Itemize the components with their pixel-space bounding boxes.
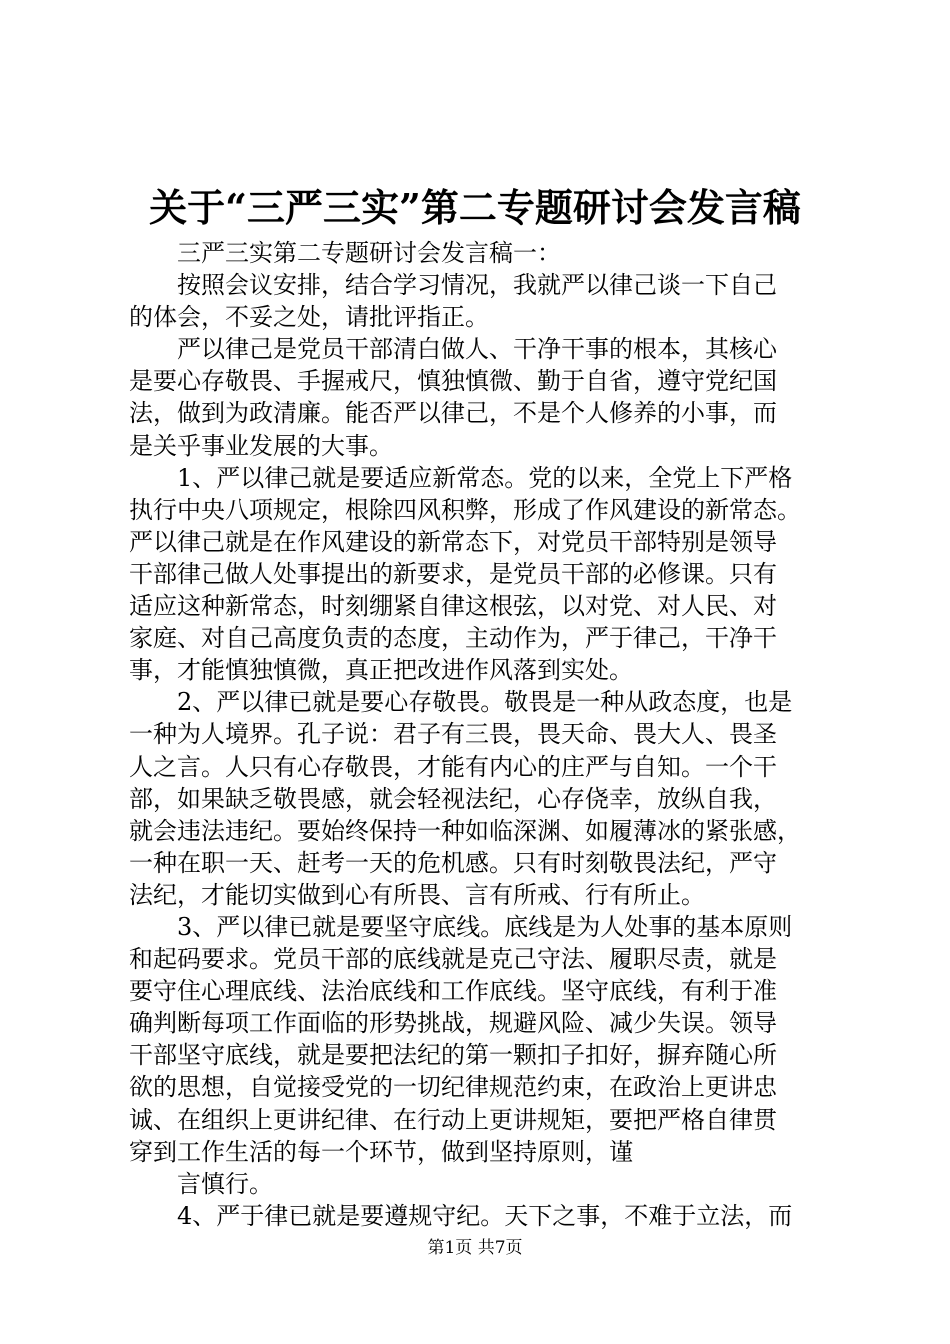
text-line: 一种在职一天、赶考一天的危机感。只有时刻敬畏法纪，严守 [129, 848, 777, 877]
text-line: 三严三实第二专题研讨会发言稿一： [177, 239, 561, 267]
text-line: 和起码要求。党员干部的底线就是克己守法、履职尽责，就是 [129, 945, 777, 974]
document-body [129, 237, 832, 1232]
page-footer: 第1页 共7页 [427, 1238, 523, 1258]
text-line: 4、严于律已就是要遵规守纪。天下之事，不难于立法，而 [177, 1201, 793, 1230]
text-line: 干部坚守底线，就是要把法纪的第一颗扣子扣好，摒弃随心所 [129, 1041, 777, 1070]
text-line: 的体会，不妥之处，请批评指正。 [129, 303, 489, 332]
text-line: 1、严以律己就是要适应新常态。党的以来，全党上下严格 [177, 463, 793, 492]
text-line: 严以律己是党员干部清白做人、干净干事的根本，其核心 [177, 335, 777, 364]
text-line: 言慎行。 [177, 1169, 273, 1198]
text-line: 家庭、对自己高度负责的态度，主动作为，严于律己，干净干 [129, 624, 777, 653]
document-title: 关于“三严三实”第二专题研讨会发言稿 [149, 185, 801, 230]
text-line: 确判断每项工作面临的形势挑战，规避风险、减少失误。领导 [129, 1009, 777, 1038]
text-line: 诚、在组织上更讲纪律、在行动上更讲规矩，要把严格自律贯 [129, 1105, 777, 1134]
text-line: 事，才能慎独慎微，真正把改进作风落到实处。 [129, 656, 633, 685]
text-line: 3、严以律已就是要坚守底线。底线是为人处事的基本原则 [177, 912, 793, 941]
text-line: 执行中央八项规定，根除四风积弊，形成了作风建设的新常态。 [129, 495, 801, 524]
text-line: 人之言。人只有心存敬畏，才能有内心的庄严与自知。一个干 [129, 752, 777, 781]
text-line: 欲的思想，自觉接受党的一切纪律规范约束，在政治上更讲忠 [129, 1073, 777, 1102]
text-line: 要守住心理底线、法治底线和工作底线。坚守底线，有利于准 [129, 977, 777, 1006]
text-line: 部，如果缺乏敬畏感，就会轻视法纪，心存侥幸，放纵自我， [129, 784, 777, 813]
text-line: 按照会议安排，结合学习情况，我就严以律己谈一下自己 [177, 271, 777, 300]
text-line: 法，做到为政清廉。能否严以律己，不是个人修养的小事，而 [129, 399, 777, 428]
text-line: 是要心存敬畏、手握戒尺，慎独慎微、勤于自省，遵守党纪国 [129, 367, 777, 396]
text-line: 穿到工作生活的每一个环节，做到坚持原则，谨 [129, 1137, 633, 1166]
text-line: 干部律己做人处事提出的新要求，是党员干部的必修课。只有 [129, 559, 777, 588]
text-line: 严以律己就是在作风建设的新常态下，对党员干部特别是领导 [129, 527, 777, 556]
text-line: 是关乎事业发展的大事。 [129, 431, 393, 460]
text-line: 法纪，才能切实做到心有所畏、言有所戒、行有所止。 [129, 880, 705, 909]
text-line: 适应这种新常态，时刻绷紧自律这根弦，以对党、对人民、对 [129, 592, 777, 621]
text-line: 2、严以律已就是要心存敬畏。敬畏是一种从政态度，也是 [177, 688, 793, 717]
text-line: 一种为人境界。孔子说：君子有三畏，畏天命、畏大人、畏圣 [129, 720, 777, 749]
text-line: 就会违法违纪。要始终保持一种如临深渊、如履薄冰的紧张感， [129, 816, 801, 845]
